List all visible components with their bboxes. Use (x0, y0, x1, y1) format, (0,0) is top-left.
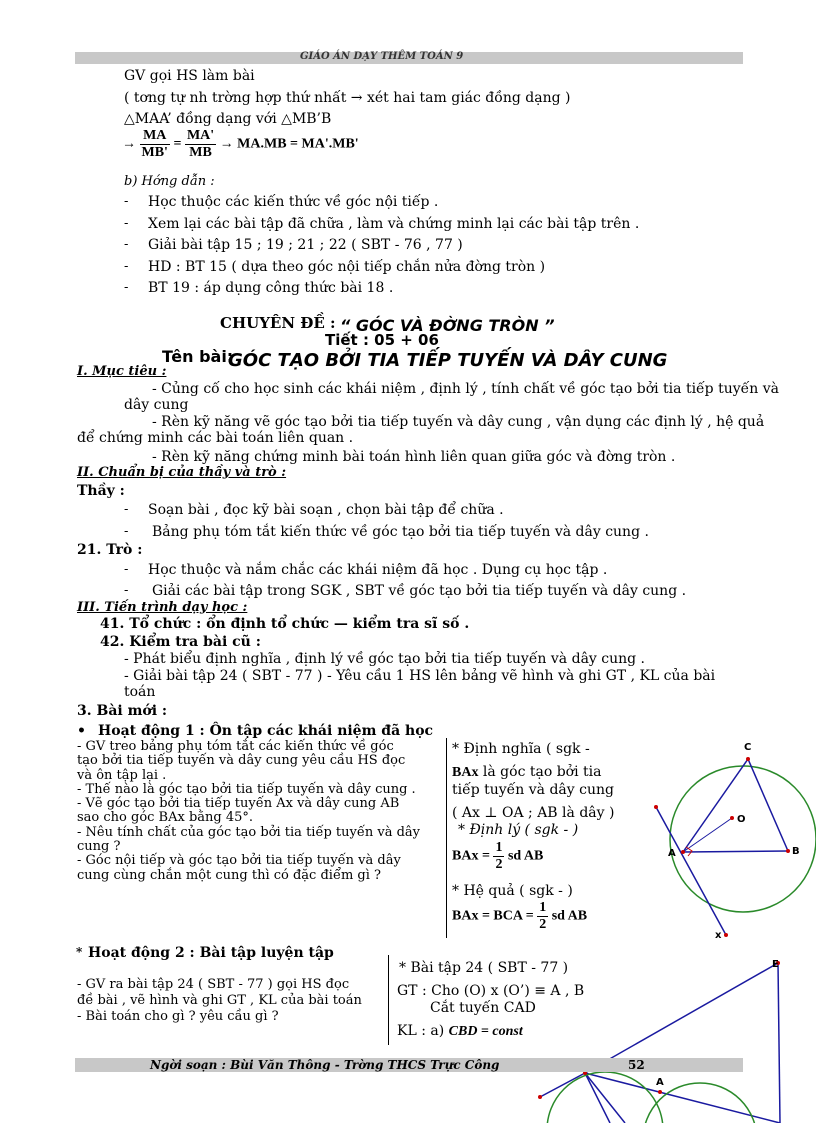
fraction-ma-mb: $\frac{MA}{MB'}$ (141, 128, 168, 160)
student-item: Học thuộc và nắm chắc các khái niệm đã học . Dụng cụ học tập . (148, 562, 608, 578)
top-line-2: ( tơng tự nh trờng hợp thứ nhất → xét hai tam giác đồng dạng ) (124, 90, 571, 106)
student-label: 21. Trò : (77, 542, 143, 558)
column-divider (446, 738, 447, 938)
two-circles-figure (530, 955, 816, 1123)
bullet-icon: • (77, 723, 86, 739)
lesson-title: GÓC TẠO BỞI TIA TIẾP TUYẾN VÀ DÂY CUNG (228, 350, 668, 371)
svg-text:E: E (772, 959, 779, 970)
tangent-chord-figure (640, 735, 816, 945)
objective-line: - Củng cố cho học sinh các khái niệm , định lý , tính chất về góc tạo bởi tia tiếp tuyến và (152, 381, 779, 397)
definition-line: tiếp tuyến và dây cung (452, 782, 614, 798)
definition-line: ( Ax ⊥ OA ; AB là dây ) (452, 805, 615, 821)
star-icon: * (76, 945, 83, 959)
header-text: GIÁO ÁN DẠY THÊM TOÁN 9 (300, 51, 464, 62)
objective-line: - Rèn kỹ năng chứng minh bài toán hình liên quan giữa góc và đờng tròn . (152, 449, 676, 465)
svg-text:B: B (792, 846, 800, 857)
lesson-label: Tên bài: (162, 347, 234, 366)
section-2-title: II. Chuẩn bị của thầy và trò : (77, 465, 287, 480)
definition-title: * Định nghĩa ( sgk - (452, 741, 590, 757)
student-item: Giải các bài tập trong SGK , SBT về góc tạo bởi tia tiếp tuyến và dây cung . (152, 583, 687, 599)
organization-line: 41. Tổ chức : ổn định tổ chức — kiểm tra sĩ số . (100, 616, 470, 632)
guide-heading: b) Hớng dẫn : (124, 174, 215, 189)
fraction-ma-mb-prime: $\frac{MA'}{MB}$ (186, 128, 215, 160)
objective-line: - Rèn kỹ năng vẽ góc tạo bởi tia tiếp tuyến và dây cung , vận dụng các định lý , hệ quả (152, 414, 765, 430)
column-divider (388, 955, 389, 1045)
topic-name: “ GÓC VÀ ĐỜNG TRÒN ” (340, 316, 555, 335)
guide-item: Xem lại các bài tập đã chữa , làm và chứng minh lại các bài tập trên . (148, 216, 640, 232)
check-item: - Phát biểu định nghĩa , định lý về góc tạo bởi tia tiếp tuyến và dây cung . (124, 651, 646, 667)
teacher-item: Soạn bài , đọc kỹ bài soạn , chọn bài tập để chữa . (148, 502, 504, 518)
page-number: 52 (628, 1058, 645, 1072)
exercise-title: * Bài tập 24 ( SBT - 77 ) (399, 960, 569, 976)
objective-line: để chứng minh các bài toán liên quan . (77, 430, 354, 446)
teacher-label: Thầy : (77, 483, 125, 499)
chord-cb (748, 759, 788, 851)
check-item: - Giải bài tập 24 ( SBT - 77 ) - Yêu cầu 1 HS lên bảng vẽ hình và ghi GT , KL của bài (124, 668, 716, 684)
svg-text:C: C (744, 742, 752, 753)
activity-1-teacher-col: - GV treo bảng phụ tóm tắt các kiến thức về góc tạo bởi tia tiếp tuyến và dây cung yêu cầu HS đọc và ôn tập lại . - Thế nào là góc tạo bởi tia tiếp tuyến và dây cung . - Vẽ góc tạo bởi tia tiếp tuyến Ax và dây cung AB sao cho góc BAx bằng 45°. - Nêu tính chất của góc tạo bởi tia tiếp tuyến và dây cung ? - Góc nội tiếp và góc tạo bởi tia tiếp tuyến và dây cung cùng chắn một cung thì có đặc điểm gì ? (77, 739, 420, 883)
objective-line: dây cung (124, 397, 189, 413)
section-1-title: I. Mục tiêu : (77, 364, 167, 379)
activity-2-title: Hoạt động 2 : Bài tập luyện tập (88, 945, 334, 961)
top-line-1: GV gọi HS làm bài (124, 68, 255, 84)
given-line: GT : Cho (O) x (O’) ≡ A , B (397, 983, 585, 999)
svg-text:O: O (737, 814, 746, 825)
tangent-ax (656, 807, 726, 935)
svg-text:A: A (668, 848, 676, 859)
lesson-period: Tiết : 05 + 06 (325, 331, 439, 349)
old-lesson-check: 42. Kiểm tra bài cũ : (100, 634, 261, 650)
theorem-title: * Định lý ( sgk - ) (458, 822, 579, 838)
corollary-formula: BAx = BCA = $\frac{1}{2}$ sd AB (452, 900, 588, 932)
section-3-title: III. Tiến trình dạy học : (77, 600, 248, 615)
svg-text:x: x (715, 930, 722, 941)
chord-ca (683, 759, 748, 852)
top-line-3: △MAA’ đồng dạng với △MB’B (124, 111, 332, 127)
corollary-title: * Hệ quả ( sgk - ) (452, 883, 573, 899)
definition-body: BAx là góc tạo bởi tia (452, 764, 602, 780)
chord-ab (683, 851, 788, 852)
theorem-formula: BAx = $\frac{1}{2}$ sd AB (452, 840, 544, 872)
guide-item: HD : BT 15 ( dựa theo góc nội tiếp chắn nửa đờng tròn ) (148, 259, 546, 275)
conclusion-line: KL : a) CBD = const (397, 1023, 523, 1039)
guide-item: Học thuộc các kiến thức về góc nội tiếp . (148, 194, 439, 210)
triangle-icon: △ (124, 111, 135, 127)
activity-1-title: Hoạt động 1 : Ôn tập các khái niệm đã học (98, 723, 434, 739)
footer-author: Ngời soạn : Bùi Văn Thông - Trờng THCS Trực Công (150, 1058, 500, 1072)
svg-text:A: A (656, 1077, 664, 1088)
ratio-equation: → $\frac{MA}{MB'}$ = $\frac{MA'}{MB}$ → MA.MB = MA'.MB' (122, 128, 359, 160)
topic-label: CHUYÊN ĐỀ : (220, 314, 336, 332)
guide-item: Giải bài tập 15 ; 19 ; 21 ; 22 ( SBT - 76 , 77 ) (148, 237, 463, 253)
check-item: toán (124, 684, 156, 700)
triangle-icon: △ (281, 111, 292, 127)
given-line-2: Cắt tuyến CAD (430, 1000, 536, 1016)
new-lesson-label: 3. Bài mới : (77, 703, 168, 719)
radius-oa (683, 818, 732, 852)
activity-2-teacher-col: - GV ra bài tập 24 ( SBT - 77 ) gọi HS đọc đề bài , vẽ hình và ghi GT , KL của bài toán - Bài toán cho gì ? yêu cầu gì ? (77, 977, 362, 1024)
teacher-item: Bảng phụ tóm tắt kiến thức về góc tạo bởi tia tiếp tuyến và dây cung . (152, 524, 649, 540)
guide-item: BT 19 : áp dụng công thức bài 18 . (148, 280, 394, 296)
